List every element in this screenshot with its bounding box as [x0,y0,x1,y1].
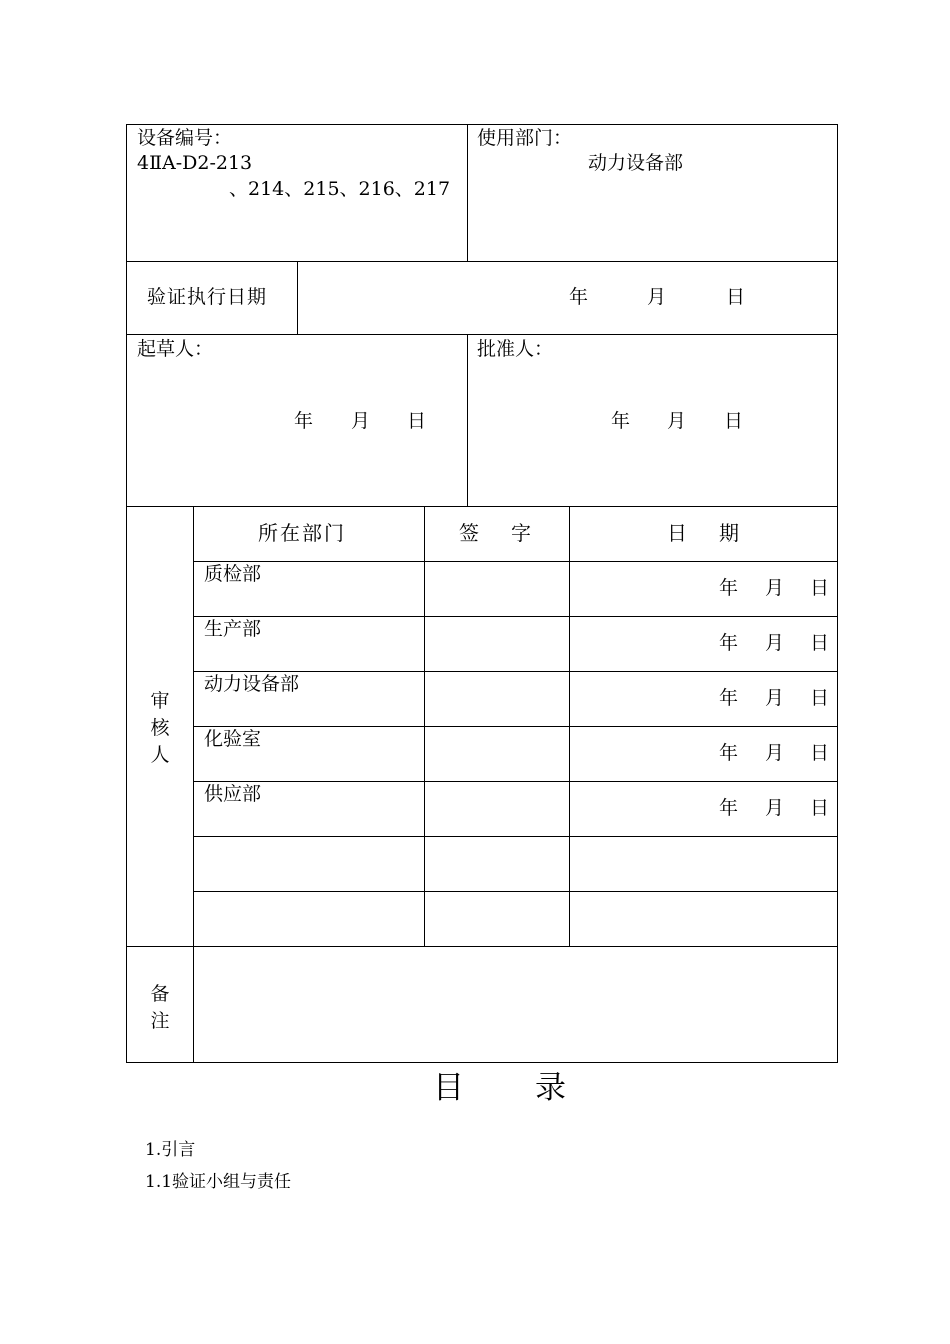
table-row [424,671,570,727]
exec-date-value-cell [297,261,838,335]
toc-item[interactable]: 1.1验证小组与责任 [145,1172,292,1192]
table-row [569,671,838,727]
row-date-day: 日 [810,742,830,764]
row-date-month: 月 [765,797,785,819]
dept-value: 动力设备部 [588,152,684,174]
table-row [193,891,425,947]
drafter-date-year: 年 [294,410,314,432]
row-dept-lab: 化验室 [204,728,262,750]
table-row [424,891,570,947]
drafter-label: 起草人： [137,338,214,360]
approver-date-day: 日 [724,410,744,432]
table-row [193,836,425,892]
approver-date-year: 年 [611,410,631,432]
table-row [424,561,570,617]
exec-date-label: 验证执行日期 [147,286,268,308]
remarks-content-cell [193,946,838,1063]
row-date-month: 月 [765,632,785,654]
table-row [569,726,838,782]
equipment-label: 设备编号： [137,127,233,149]
table-row [569,616,838,672]
equipment-line2: 、214、215、216、217 [229,178,451,200]
row-date-year: 年 [719,577,739,599]
row-date-month: 月 [765,742,785,764]
drafter-date-day: 日 [407,410,427,432]
row-date-day: 日 [810,797,830,819]
toc-title-left: 目 [433,1070,464,1106]
row-date-day: 日 [810,687,830,709]
exec-date-day: 日 [726,286,746,308]
table-row [569,561,838,617]
row-dept-qc: 质检部 [204,563,262,585]
header-date: 日 期 [667,521,745,545]
exec-date-year: 年 [569,286,589,308]
header-dept: 所在部门 [258,521,346,545]
approver-label: 批准人： [477,338,554,360]
table-row [569,836,838,892]
dept-label: 使用部门： [477,127,573,149]
reviewer-label: 审 核 人 [150,690,170,766]
row-date-year: 年 [719,632,739,654]
toc-item[interactable]: 1.引言 [145,1140,196,1160]
row-dept-supply: 供应部 [204,783,262,805]
row-date-year: 年 [719,797,739,819]
table-row [569,781,838,837]
table-row [424,616,570,672]
row-date-day: 日 [810,577,830,599]
exec-date-month: 月 [647,286,667,308]
header-sign: 签 字 [459,521,537,545]
row-dept-production: 生产部 [204,618,262,640]
remarks-label: 备 注 [150,983,170,1032]
row-date-year: 年 [719,687,739,709]
table-row [424,836,570,892]
row-date-day: 日 [810,632,830,654]
drafter-date-month: 月 [351,410,371,432]
approver-date-month: 月 [667,410,687,432]
table-row [424,781,570,837]
row-date-month: 月 [765,687,785,709]
table-row [424,726,570,782]
row-dept-power: 动力设备部 [204,673,300,695]
row-date-year: 年 [719,742,739,764]
table-row [569,891,838,947]
equipment-line1: 4ⅡA-D2-213 [137,152,253,174]
toc-title-right: 录 [535,1070,566,1106]
row-date-month: 月 [765,577,785,599]
